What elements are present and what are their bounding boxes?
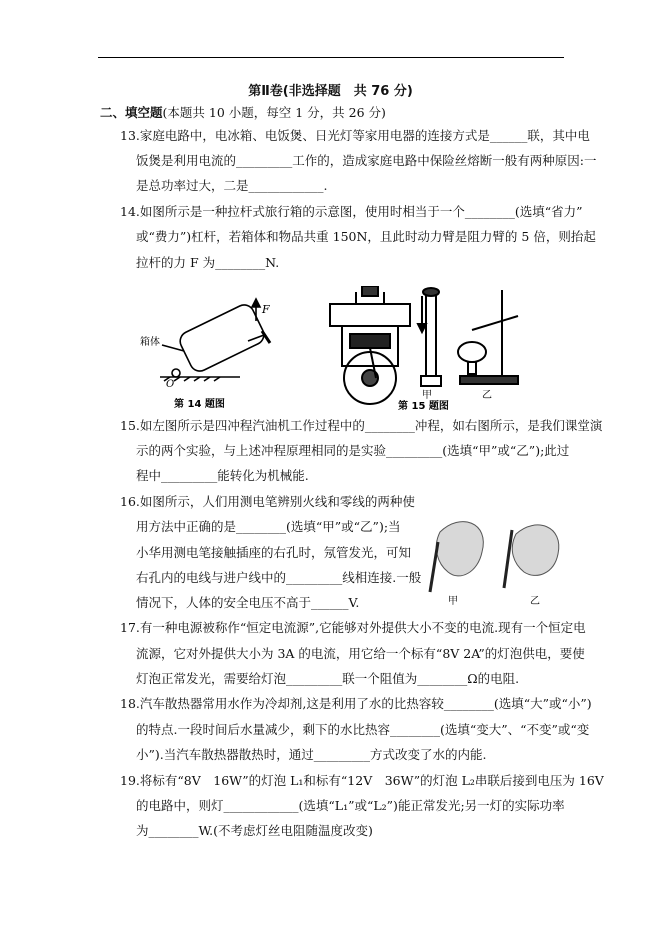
q15-line-2: 示的两个实验，与上述冲程原理相同的是实验_________(选填“甲”或“乙”);此过 [136, 443, 570, 458]
q18-line-3: 小”).当汽车散热器散热时，通过_________方式改变了水的内能. [136, 747, 487, 762]
fig14-force-label: F [262, 303, 270, 316]
q16-line-2: 用方法中正确的是________(选填“甲”或“乙”);当 [136, 519, 401, 534]
header-rule [98, 57, 564, 58]
fig15-label-jia: 甲 [422, 390, 432, 401]
q18-line-1: 18.汽车散热器常用水作为冷却剂,这是利用了水的比热容较________(选填“大”或“小”) [120, 696, 592, 711]
figure-15-engine-experiments [322, 286, 532, 411]
fig15-label-yi: 乙 [482, 390, 492, 401]
figure-16-test-pen [420, 512, 570, 608]
q15-line-1: 15.如左图所示是四冲程汽油机工作过程中的________冲程，如右图所示，是我们课堂演 [120, 418, 603, 433]
q15-line-3: 程中_________能转化为机械能. [136, 468, 309, 483]
section-heading [100, 103, 386, 121]
figure-14-luggage [140, 295, 280, 410]
q16-line-3: 小华用测电笔接触插座的右孔时，氖管发光，可知 [136, 545, 412, 560]
q13-line-1: 13.家庭电路中，电冰箱、电饭煲、日光灯等家用电器的连接方式是______联，其中电 [120, 128, 590, 143]
q19-line-2: 的电路中，则灯____________(选填“L₁”或“L₂”)能正常发光;另一灯的实际功率 [136, 798, 565, 813]
q18-line-2: 的特点.一段时间后水量减少，剩下的水比热容________(选填“变大”、“不变”或“变 [136, 722, 590, 737]
fig15-caption: 第 15 题图 [398, 401, 449, 411]
fig14-caption: 第 14 题图 [174, 399, 225, 410]
q16-line-4: 右孔内的电线与进户线中的_________线相连接.一般 [136, 570, 422, 585]
section-label: 二、填空题 [100, 105, 163, 120]
fig14-box-label: 箱体 [140, 337, 160, 348]
fig16-label-jia: 甲 [448, 596, 458, 607]
q13-line-2: 饭煲是利用电流的_________工作的，造成家庭电路中保险丝熔断一般有两种原因:一 [136, 153, 597, 168]
section-note: (本题共 10 小题，每空 1 分，共 26 分) [162, 105, 386, 120]
q19-line-3: 为________W.(不考虑灯丝电阻随温度改变) [136, 823, 373, 838]
q17-line-3: 灯泡正常发光，需要给灯泡_________联一个阻值为________Ω的电阻. [136, 671, 520, 686]
q17-line-1: 17.有一种电源被称作“恒定电流源”,它能够对外提供大小不变的电流.现有一个恒定电 [120, 620, 586, 635]
q17-line-2: 流源，它对外提供大小为 3A 的电流，用它给一个标有“8V 2A”的灯泡供电，要使 [136, 646, 585, 661]
q14-line-3: 拉杆的力 F 为________N. [136, 255, 280, 270]
q16-line-1: 16.如图所示，人们用测电笔辨别火线和零线的两种使 [120, 494, 415, 509]
fig16-label-yi: 乙 [530, 596, 540, 607]
q14-line-1: 14.如图所示是一种拉杆式旅行箱的示意图，使用时相当于一个________(选填“省力” [120, 204, 583, 219]
fig14-pivot-label: O [166, 379, 175, 390]
q16-line-5: 情况下，人体的安全电压不高于______V. [136, 595, 360, 610]
q19-line-1: 19.将标有“8V 16W”的灯泡 L₁和标有“12V 36W”的灯泡 L₂串联后接到电压为 16V [120, 773, 604, 788]
section-title: 第Ⅱ卷(非选择题 共 76 分) [248, 84, 413, 99]
q13-line-3: 是总功率过大，二是____________. [136, 178, 328, 193]
q14-line-2: 或“费力”)杠杆，若箱体和物品共重 150N，且此时动力臂是阻力臂的 5 倍，则抬起 [136, 229, 596, 244]
